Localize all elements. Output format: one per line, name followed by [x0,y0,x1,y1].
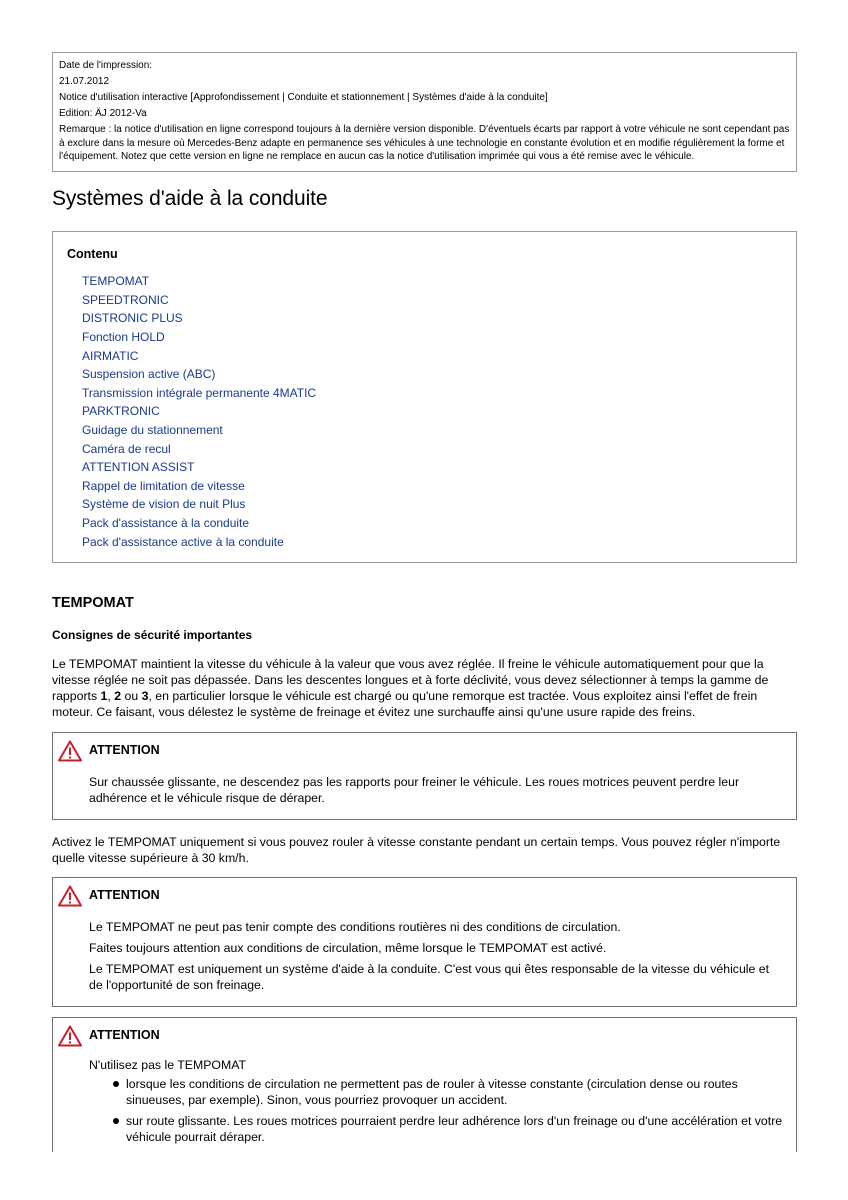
warning-box [52,1017,797,1152]
paragraph-text: Le TEMPOMAT maintient la vitesse du véhicule à la valeur que vous avez réglée. Il freine le véhicule automatiquement pour que la vitesse réglée ne soit pas dépassée. Dans les descentes longues et à forte déclivité, vous devez sélectionner à temps la gamme de rapports [52,657,769,704]
warning-text: Sur chaussée glissante, ne descendez pas les rapports pour freiner le véhicule. Les roues motrices peuvent perdre leur adhérence et le véhicule risque de déraper. [89,775,740,806]
print-remark: Remarque : la notice d'utilisation en ligne correspond toujours à la dernière version disponible. D'éventuels écarts par rapport à votre véhicule ne sont cependant pas à exclure dans la mesure où Mercedes-Benz adapte en permanence ses véhicules à une technologie en constante évolution et en modifie régulièrement la forme et l'équipement. Notez que cette version en ligne ne remplace en aucun cas la notice d'utilisation imprimée qui vous a été remise avec le véhicule. [59,124,790,162]
toc-link-abc[interactable]: Suspension active (ABC) [82,367,216,382]
warning-heading: ATTENTION [89,1028,160,1043]
section-subtitle: Consignes de sécurité importantes [52,628,253,643]
warning-body [89,919,784,993]
toc-link-speedtronic[interactable]: SPEEDTRONIC [82,292,169,307]
warning-heading: ATTENTION [89,743,160,758]
print-edition: Edition: ÄJ 2012-Va [59,108,147,120]
paragraph-activation: Activez le TEMPOMAT uniquement si vous pouvez rouler à vitesse constante pendant un certain temps. Vous pouvez régler n'importe quelle vitesse supérieure à 30 km/h. [52,835,781,866]
separator: , [107,689,115,704]
warning-body [89,1057,784,1145]
toc-link-rear-camera[interactable]: Caméra de recul [82,441,171,456]
toc-title: Contenu [67,247,118,262]
warning-box [52,732,797,820]
toc-link-attention-assist[interactable]: ATTENTION ASSIST [82,460,195,475]
print-breadcrumb: Notice d'utilisation interactive [Approfondissement | Conduite et stationnement | Systèmes d'aide à la conduite] [59,92,548,104]
toc-link-hold[interactable]: Fonction HOLD [82,330,165,345]
toc-link-speed-limit[interactable]: Rappel de limitation de vitesse [82,478,245,493]
gear-range-3: 3 [141,689,149,704]
warning-bullet-list [89,1076,784,1145]
warning-bullet: sur route glissante. Les roues motrices pourraient perdre leur adhérence lors d'un freinage ou d'une accélération et votre véhicule pourrait déraper. [111,1113,784,1145]
warning-intro: N'utilisez pas le TEMPOMAT [89,1058,247,1073]
toc-link-distronic-plus[interactable]: DISTRONIC PLUS [82,311,183,326]
print-date: 21.07.2012 [59,76,110,88]
toc-link-parking-guidance[interactable]: Guidage du stationnement [82,423,223,438]
toc-link-night-vision[interactable]: Système de vision de nuit Plus [82,497,246,512]
document-page [52,52,797,1152]
warning-body [89,774,784,806]
toc-link-driving-assist-pack[interactable]: Pack d'assistance à la conduite [82,515,250,530]
toc-link-parktronic[interactable]: PARKTRONIC [82,404,160,419]
page-title: Systèmes d'aide à la conduite [52,187,328,211]
toc-link-active-driving-assist-pack[interactable]: Pack d'assistance active à la conduite [82,534,284,549]
warning-box [52,877,797,1007]
table-of-contents [52,231,797,563]
toc-link-4matic[interactable]: Transmission intégrale permanente 4MATIC [82,385,317,400]
warning-text: Le TEMPOMAT est uniquement un système d'aide à la conduite. C'est vous qui êtes responsable de la vitesse du véhicule et de l'opportunité de son freinage. [89,962,770,993]
toc-link-airmatic[interactable]: AIRMATIC [82,348,139,363]
gear-range-1: 1 [100,689,108,704]
warning-triangle-icon [58,885,82,907]
warning-bullet: lorsque les conditions de circulation ne permettent pas de rouler à vitesse constante (circulation dense ou routes sinueuses, par exemple). Sinon, vous pourriez provoquer un accident. [111,1076,784,1108]
section-title: TEMPOMAT [52,595,134,612]
warning-triangle-icon [58,740,82,762]
print-info-box [52,52,797,172]
gear-range-2: 2 [114,689,122,704]
warning-heading: ATTENTION [89,888,160,903]
print-date-label: Date de l'impression: [59,60,153,71]
toc-link-tempomat[interactable]: TEMPOMAT [82,274,150,289]
warning-text: Le TEMPOMAT ne peut pas tenir compte des conditions routières ni des conditions de circulation. [89,920,621,935]
toc-list [67,272,782,551]
warning-text: Faites toujours attention aux conditions de circulation, même lorsque le TEMPOMAT est activé. [89,941,607,956]
paragraph-intro [52,656,797,720]
paragraph-text: , en particulier lorsque le véhicule est chargé ou qu'une remorque est tractée. Vous exploitez ainsi l'effet de frein moteur. Ce faisant, vous délestez le système de freinage et évitez une surchauffe ainsi qu'une usure rapide des freins. [52,689,758,720]
warning-triangle-icon [58,1025,82,1047]
separator: ou [121,689,142,704]
